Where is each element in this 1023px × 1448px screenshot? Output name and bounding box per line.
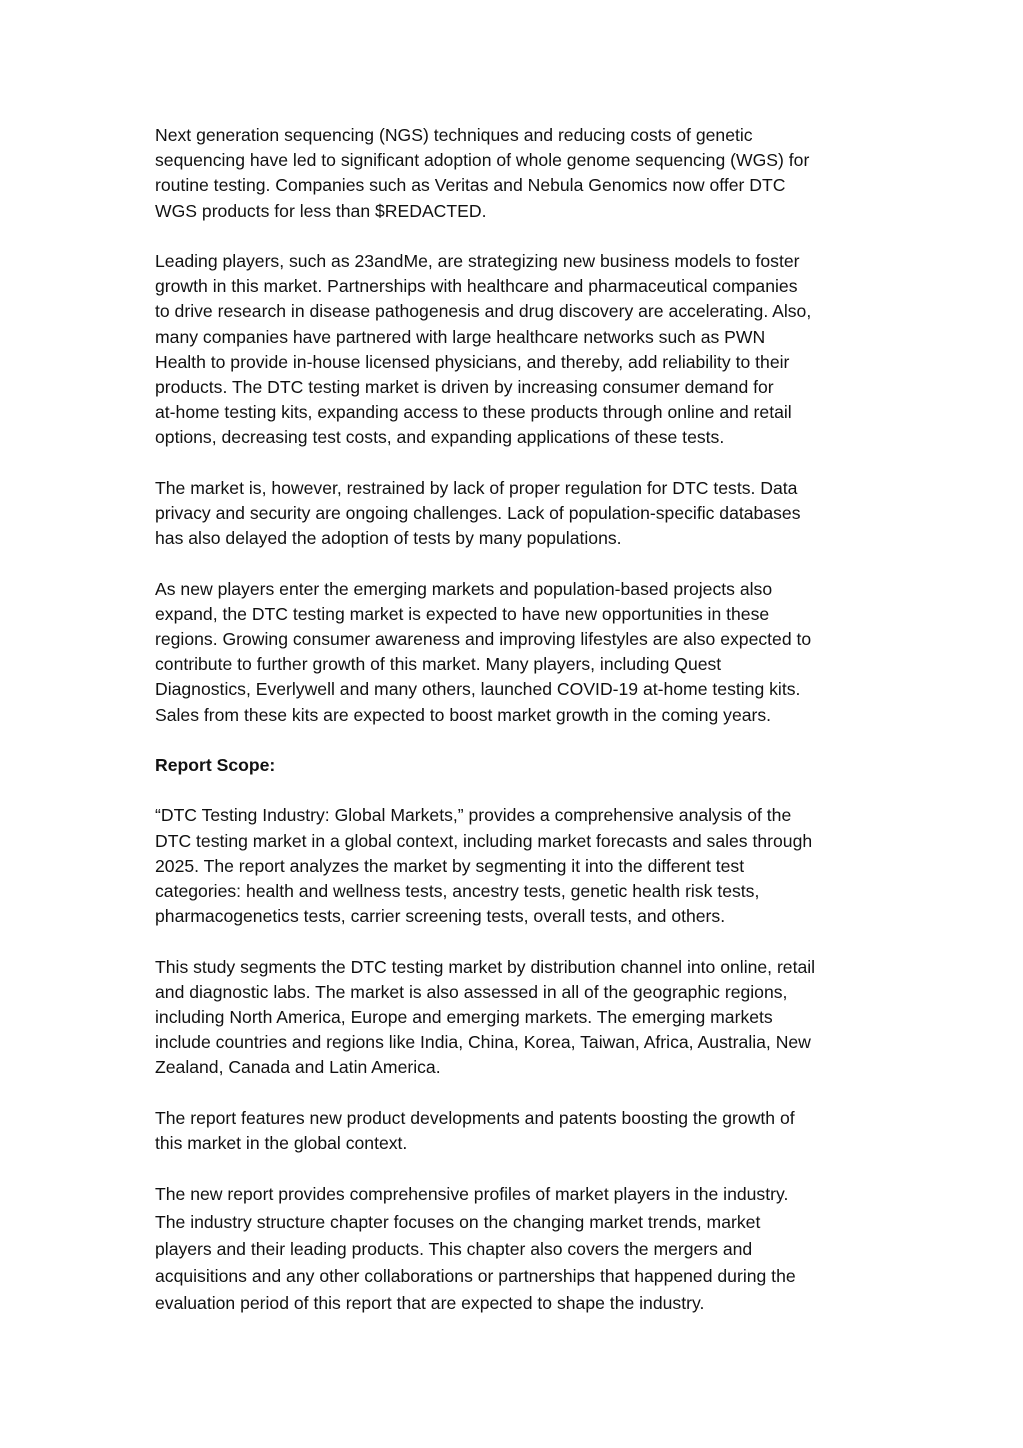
- section-heading-report-scope: Report Scope:: [155, 755, 276, 776]
- document-body: [155, 123, 871, 1343]
- text-line: this market in the global context.: [155, 1133, 408, 1154]
- text-line: Diagnostics, Everlywell and many others, launched COVID-19 at-home testing kits.: [155, 679, 801, 700]
- text-line: “DTC Testing Industry: Global Markets,” provides a comprehensive analysis of the: [155, 805, 792, 826]
- text-line: players and their leading products. This chapter also covers the mergers and: [155, 1238, 753, 1259]
- paragraph-company-profiles: [155, 1181, 871, 1317]
- text-line: Zealand, Canada and Latin America.: [155, 1057, 441, 1078]
- text-line: The industry structure chapter focuses on the changing market trends, market: [155, 1211, 761, 1232]
- text-line: The market is, however, restrained by lack of proper regulation for DTC tests. Data: [155, 477, 798, 498]
- text-line: As new players enter the emerging markets and population-based projects also: [155, 578, 773, 599]
- text-line: growth in this market. Partnerships with healthcare and pharmaceutical companies: [155, 276, 798, 297]
- text-line: pharmacogenetics tests, carrier screening tests, overall tests, and others.: [155, 906, 726, 927]
- paragraph-report-overview: [155, 803, 871, 929]
- text-line: include countries and regions like India, China, Korea, Taiwan, Africa, Australia, New: [155, 1032, 811, 1053]
- text-line: at-home testing kits, expanding access to these products through online and retail: [155, 402, 792, 423]
- text-line: products. The DTC testing market is driven by increasing consumer demand for: [155, 377, 774, 398]
- text-line: privacy and security are ongoing challenges. Lack of population-specific databases: [155, 503, 801, 524]
- paragraph-leading-players: [155, 249, 871, 451]
- text-line: Next generation sequencing (NGS) techniques and reducing costs of genetic: [155, 125, 753, 145]
- text-line: and diagnostic labs. The market is also assessed in all of the geographic regions,: [155, 981, 788, 1002]
- text-line: The report features new product developments and patents boosting the growth of: [155, 1107, 795, 1128]
- paragraph-opportunities: [155, 577, 871, 728]
- text-line: DTC testing market in a global context, including market forecasts and sales through: [155, 830, 813, 851]
- paragraph-segmentation: [155, 955, 871, 1081]
- text-line: The new report provides comprehensive profiles of market players in the industry.: [155, 1184, 789, 1205]
- text-line: 2025. The report analyzes the market by segmenting it into the different test: [155, 855, 745, 876]
- text-line: including North America, Europe and emerging markets. The emerging markets: [155, 1007, 773, 1028]
- text-line: contribute to further growth of this market. Many players, including Quest: [155, 654, 722, 675]
- paragraph-product-developments: [155, 1106, 871, 1156]
- text-line: Leading players, such as 23andMe, are strategizing new business models to foster: [155, 251, 800, 271]
- text-line: sequencing have led to significant adoption of whole genome sequencing (WGS) for: [155, 150, 810, 171]
- text-line: expand, the DTC testing market is expected to have new opportunities in these: [155, 603, 770, 624]
- text-line: acquisitions and any other collaborations or partnerships that happened during the: [155, 1266, 796, 1287]
- text-line: options, decreasing test costs, and expanding applications of these tests.: [155, 427, 725, 448]
- text-line: many companies have partnered with large healthcare networks such as PWN: [155, 326, 766, 347]
- paragraph-ngs-wgs: [155, 123, 871, 224]
- text-line: has also delayed the adoption of tests by many populations.: [155, 528, 622, 549]
- text-line: This study segments the DTC testing market by distribution channel into online, retail: [155, 956, 816, 977]
- text-line: regions. Growing consumer awareness and improving lifestyles are also expected to: [155, 629, 812, 650]
- text-line: to drive research in disease pathogenesis and drug discovery are accelerating. Also,: [155, 301, 812, 322]
- text-line: evaluation period of this report that are expected to shape the industry.: [155, 1293, 705, 1314]
- text-line: categories: health and wellness tests, ancestry tests, genetic health risk tests,: [155, 881, 760, 902]
- text-line: routine testing. Companies such as Veritas and Nebula Genomics now offer DTC: [155, 175, 786, 196]
- text-line: Health to provide in-house licensed physicians, and thereby, add reliability to their: [155, 351, 790, 372]
- text-line: Sales from these kits are expected to boost market growth in the coming years.: [155, 704, 772, 725]
- text-line: WGS products for less than $REDACTED.: [155, 200, 487, 221]
- paragraph-restraints: [155, 476, 871, 552]
